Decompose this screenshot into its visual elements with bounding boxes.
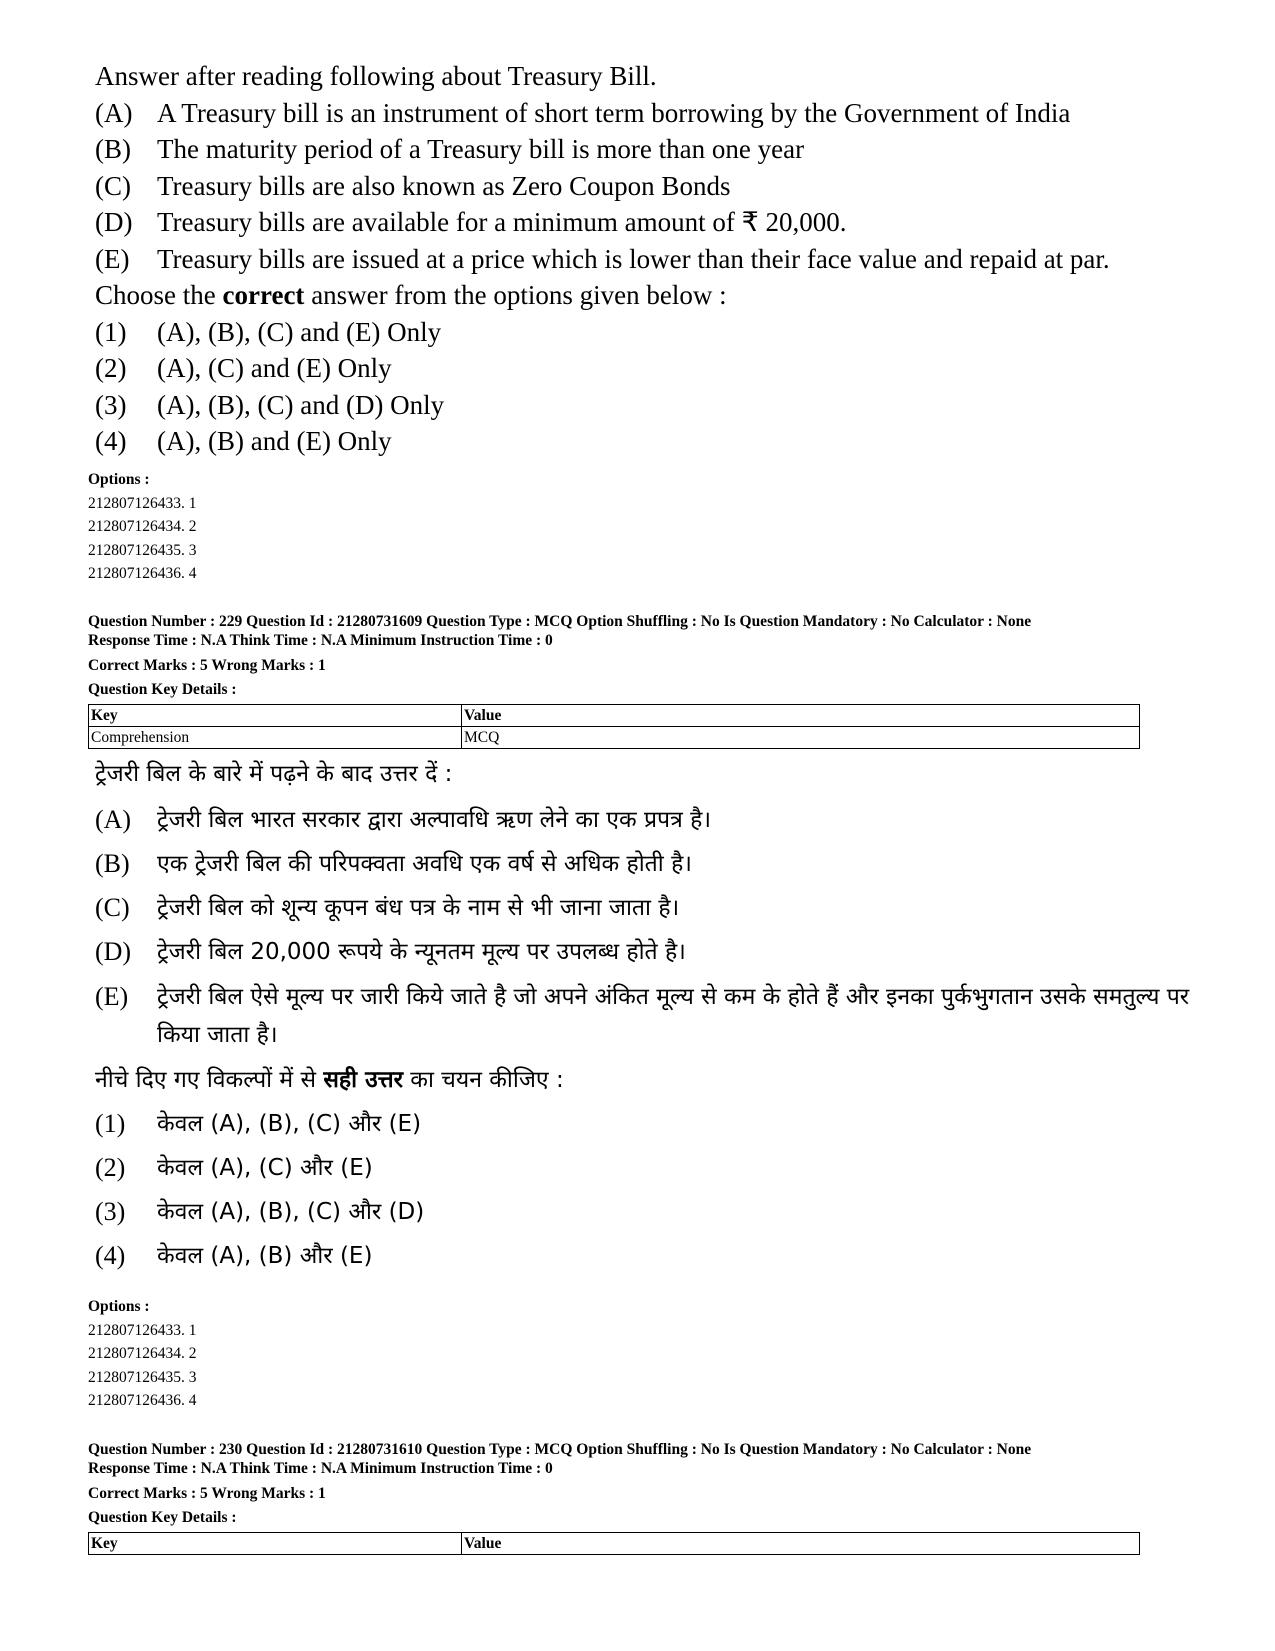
options-label: Options :	[88, 471, 150, 488]
statement-a: (A) ट्रेजरी बिल भारत सरकार द्वारा अल्पावधि ऋण लेने का एक प्रपत्र है।	[95, 805, 712, 834]
options-list-2	[88, 1295, 1228, 1413]
statement-d: (D) Treasury bills are available for a minimum amount of ₹ 20,000.	[95, 207, 847, 237]
statement-c: (C) Treasury bills are also known as Zero Coupon Bonds	[95, 170, 731, 201]
question-english	[95, 58, 1215, 460]
table-header-row: Key Value	[89, 705, 1140, 727]
table-header-row: Key Value	[89, 1533, 1140, 1555]
answer-option-2: (2) केवल (A), (C) और (E)	[95, 1153, 373, 1182]
question-meta-line: Response Time : N.A Think Time : N.A Minimum Instruction Time : 0	[88, 632, 553, 649]
options-list-1	[88, 468, 1228, 586]
statement-b: (B) एक ट्रेजरी बिल की परिपक्वता अवधि एक वर्ष से अधिक होती है।	[95, 849, 692, 878]
statement-e: (E) ट्रेजरी बिल ऐसे मूल्य पर जारी किये जाते है जो अपने अंकित मूल्य से कम के होते हैं और इनका पुर्कभुगतान उसके समतुल्य पर किया जाता है।	[95, 982, 1190, 1048]
statement-b: (B) The maturity period of a Treasury bill is more than one year	[95, 134, 805, 164]
option-id: 212807126434. 2	[88, 1345, 197, 1362]
answer-option-1: (1) (A), (B), (C) and (E) Only	[95, 316, 442, 347]
choose-instruction-hindi: नीचे दिए गए विकल्पों में से सही उत्तर का चयन कीजिए :	[95, 1067, 564, 1093]
answer-option-3: (3) केवल (A), (B), (C) और (D)	[95, 1197, 425, 1226]
question-229-meta	[88, 612, 1228, 701]
key-details-label: Question Key Details :	[88, 680, 237, 698]
answer-option-4: (4) केवल (A), (B) और (E)	[95, 1241, 373, 1270]
answer-option-1: (1) केवल (A), (B), (C) और (E)	[95, 1109, 422, 1138]
question-meta-line: Question Number : 230 Question Id : 21280731610 Question Type : MCQ Option Shuffling : No Is Question Mandatory : No Calculator : None	[88, 1441, 1032, 1458]
answer-option-3: (3) (A), (B), (C) and (D) Only	[95, 389, 445, 420]
statement-e: (E) Treasury bills are issued at a price which is lower than their face value and repaid at par.	[95, 243, 1110, 274]
question-hindi	[95, 752, 1215, 1278]
table-row: Comprehension MCQ	[89, 727, 1140, 749]
marks-line: Correct Marks : 5 Wrong Marks : 1	[88, 657, 326, 674]
option-id: 212807126433. 1	[88, 494, 197, 512]
option-id: 212807126436. 4	[88, 1392, 197, 1409]
statement-c: (C) ट्रेजरी बिल को शून्य कूपन बंध पत्र के नाम से भी जाना जाता है।	[95, 893, 680, 922]
question-meta-line: Question Number : 229 Question Id : 21280731609 Question Type : MCQ Option Shuffling : No Is Question Mandatory : No Calculator : None	[88, 613, 1032, 630]
option-id: 212807126433. 1	[88, 1321, 197, 1339]
option-id: 212807126434. 2	[88, 518, 197, 535]
question-key-table	[88, 704, 1140, 749]
option-id: 212807126435. 3	[88, 541, 197, 559]
statement-a: (A) A Treasury bill is an instrument of short term borrowing by the Government of India	[95, 97, 1071, 128]
question-intro: Answer after reading following about Treasury Bill.	[95, 61, 657, 91]
question-230-meta	[88, 1440, 1228, 1529]
marks-line: Correct Marks : 5 Wrong Marks : 1	[88, 1485, 326, 1502]
statement-d: (D) ट्रेजरी बिल 20,000 रूपये के न्यूनतम मूल्य पर उपलब्ध होते है।	[95, 937, 686, 966]
option-id: 212807126436. 4	[88, 565, 197, 582]
option-id: 212807126435. 3	[88, 1368, 197, 1386]
question-intro-hindi: ट्रेजरी बिल के बारे में पढ़ने के बाद उत्तर दें :	[95, 761, 453, 787]
choose-instruction: Choose the correct answer from the options given below :	[95, 280, 727, 310]
question-meta-line: Response Time : N.A Think Time : N.A Minimum Instruction Time : 0	[88, 1460, 553, 1477]
key-details-label: Question Key Details :	[88, 1508, 237, 1526]
answer-option-2: (2) (A), (C) and (E) Only	[95, 353, 392, 383]
question-key-table	[88, 1532, 1140, 1555]
options-label: Options :	[88, 1298, 150, 1315]
answer-option-4: (4) (A), (B) and (E) Only	[95, 426, 392, 456]
